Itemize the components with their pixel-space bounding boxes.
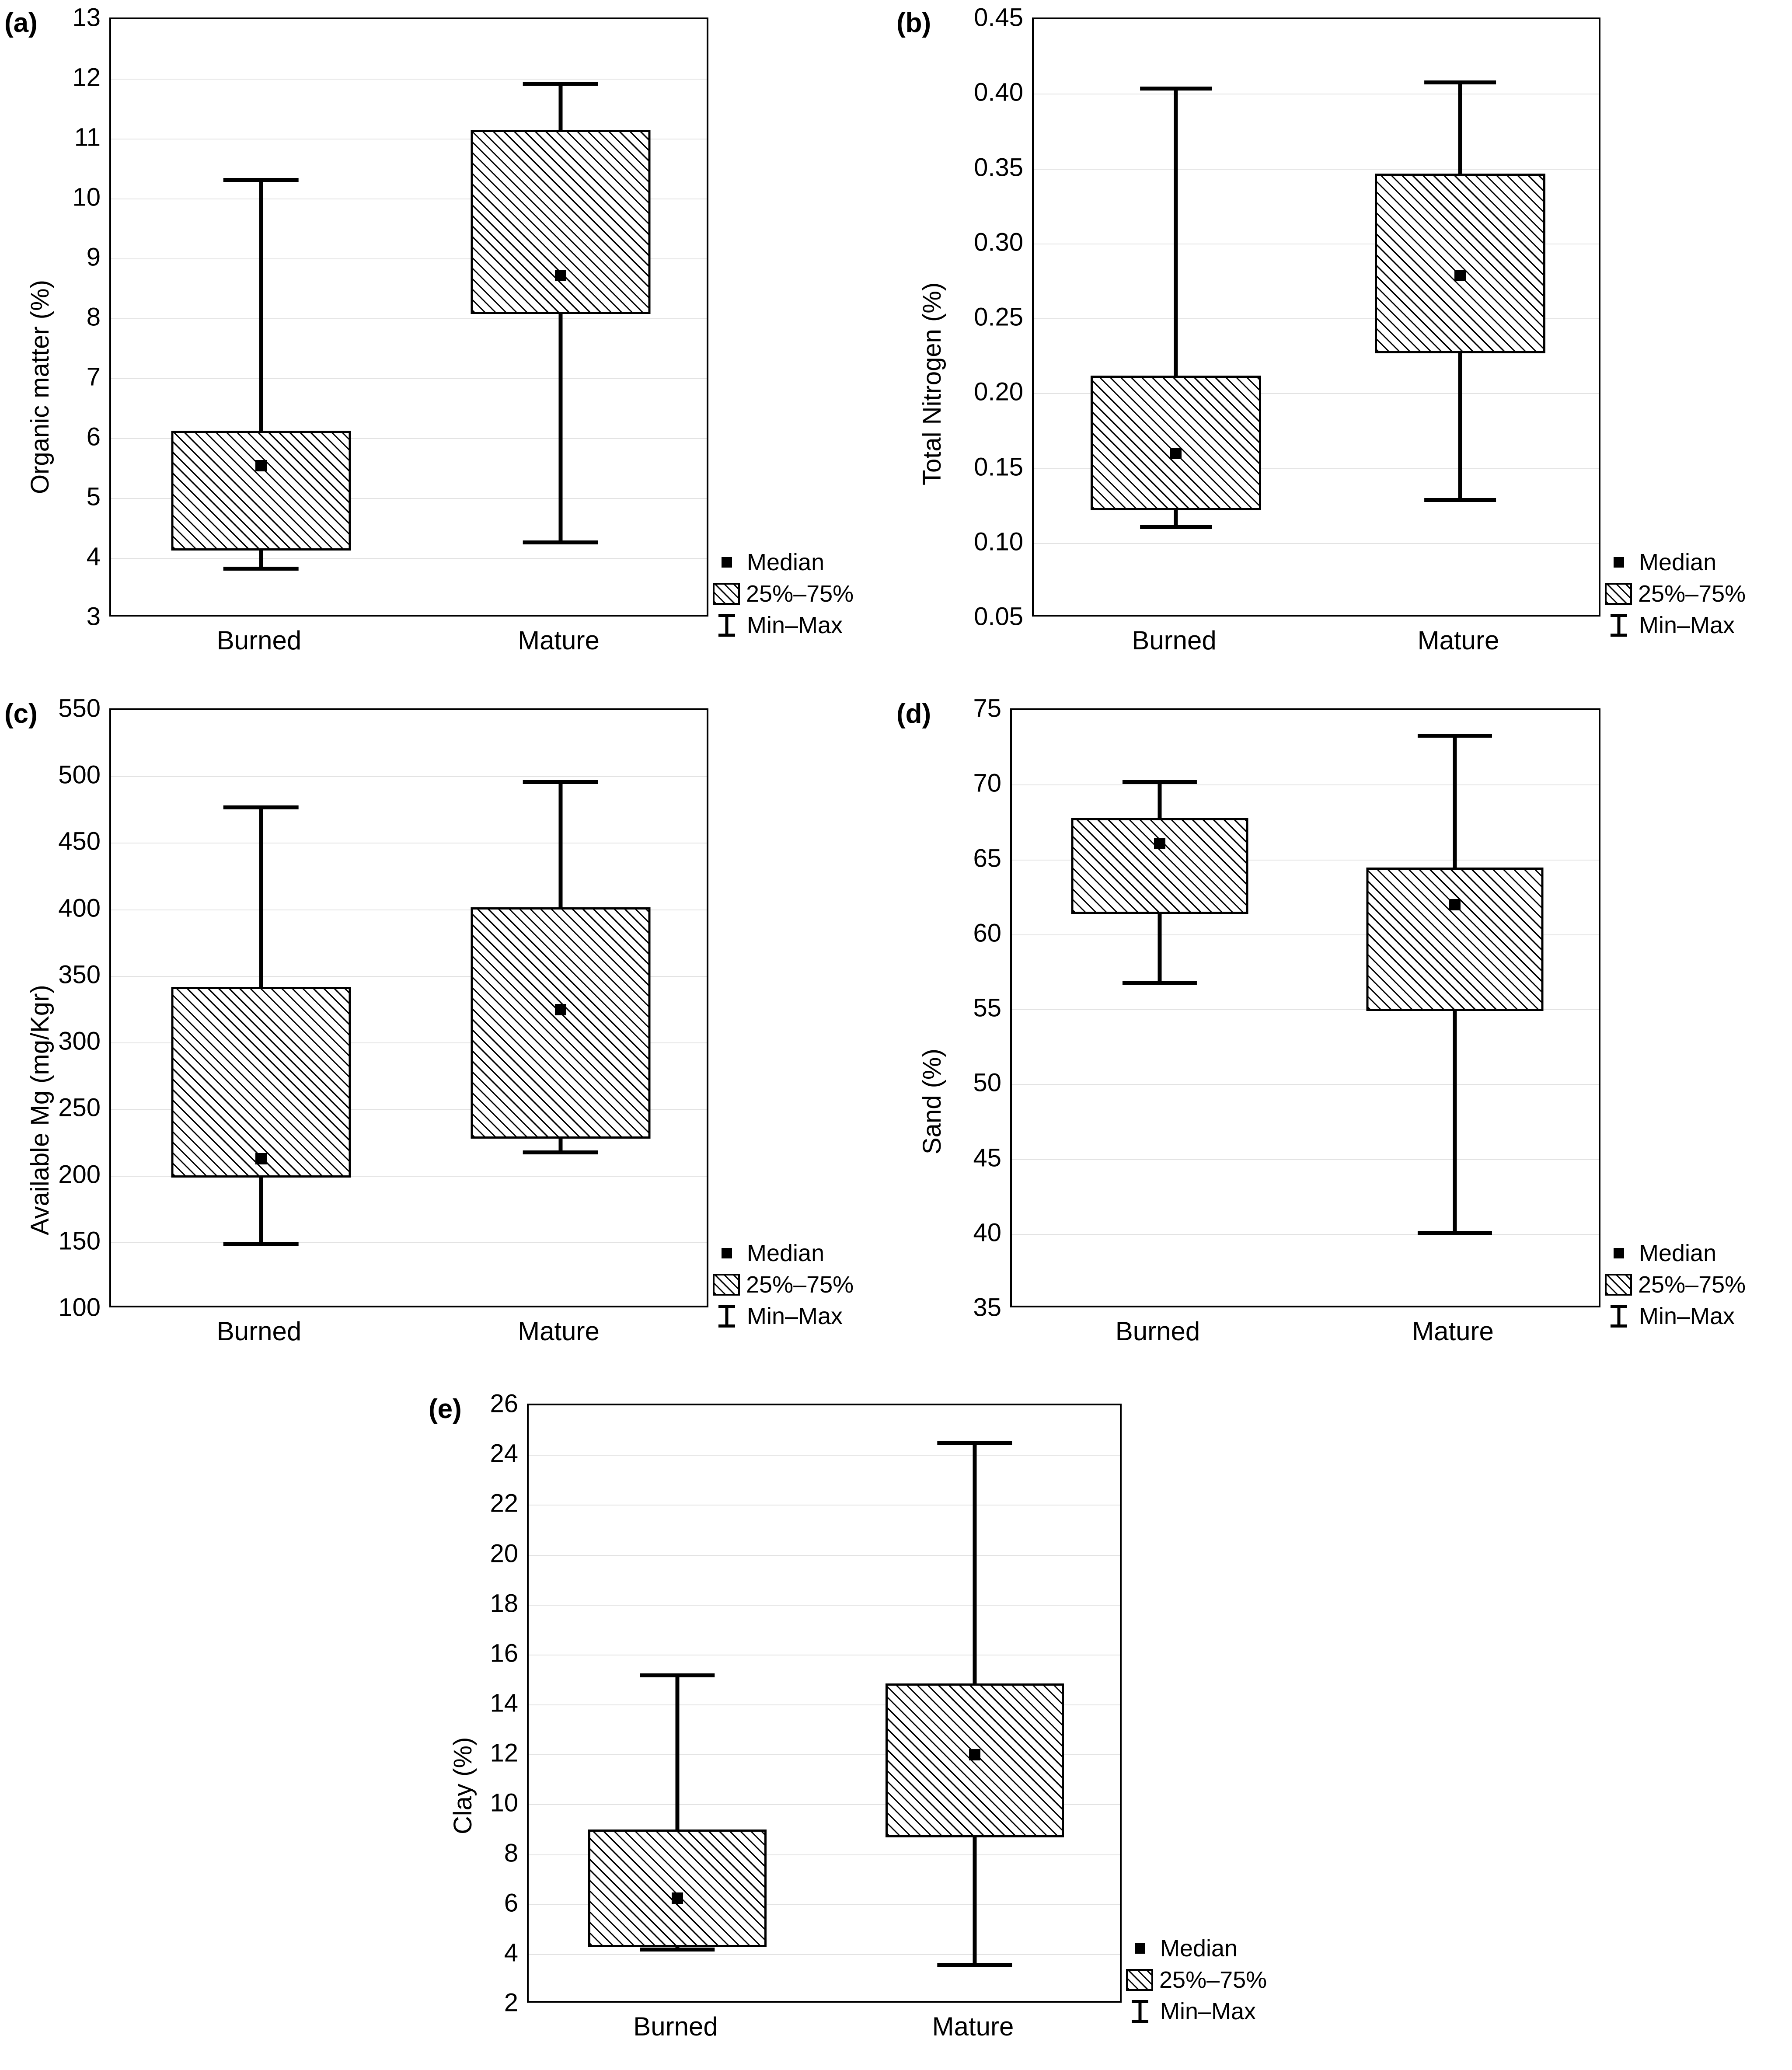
y-axis-tick-label: 6 — [86, 422, 101, 451]
panel-d-legend — [1605, 1237, 1746, 1332]
median-marker — [1170, 448, 1182, 459]
minmax-whisker-icon — [1605, 613, 1633, 638]
gridline — [111, 318, 707, 319]
x-axis-tick-label: Burned — [1115, 1317, 1200, 1346]
y-axis-tick-label: 10 — [72, 183, 101, 212]
whisker-cap-min — [1424, 498, 1496, 502]
legend-label-minmax: Min–Max — [747, 612, 843, 638]
whisker-cap-max — [640, 1673, 715, 1677]
whisker-cap-min — [223, 567, 299, 571]
y-axis-tick-label: 50 — [973, 1068, 1001, 1097]
legend-label-minmax: Min–Max — [747, 1303, 843, 1329]
legend-label-minmax: Min–Max — [1639, 612, 1735, 638]
median-marker-icon — [1126, 1936, 1154, 1961]
iqr-box — [1375, 174, 1545, 353]
y-axis-tick-label: 5 — [86, 482, 101, 511]
panel-c-plot-area — [109, 708, 708, 1307]
panel-d-tag: (d) — [896, 699, 931, 729]
legend-row-minmax — [1126, 1996, 1267, 2027]
y-axis-tick-label: 150 — [58, 1227, 101, 1255]
whisker-cap-max — [523, 780, 598, 784]
panel-e-legend — [1126, 1933, 1267, 2027]
x-axis-tick-label: Mature — [1412, 1317, 1494, 1346]
y-axis-tick-label: 20 — [490, 1539, 518, 1568]
legend-row-iqr — [713, 578, 854, 610]
x-axis-tick-label: Mature — [518, 626, 600, 655]
minmax-whisker-icon — [713, 613, 741, 638]
y-axis-tick-label: 0.30 — [974, 228, 1023, 257]
gridline — [111, 558, 707, 559]
y-axis-tick-label: 0.10 — [974, 527, 1023, 556]
gridline — [1012, 1234, 1599, 1235]
y-axis-tick-label: 45 — [973, 1143, 1001, 1172]
y-axis-tick-label: 60 — [973, 919, 1001, 948]
panel-a-legend — [713, 547, 854, 641]
iqr-swatch-icon — [1126, 1969, 1153, 1991]
panel-c — [0, 691, 879, 1373]
gridline — [529, 1555, 1120, 1556]
whisker-cap-min — [523, 1150, 598, 1154]
gridline — [529, 1605, 1120, 1606]
y-axis-tick-label: 0.20 — [974, 377, 1023, 406]
whisker-cap-max — [223, 805, 299, 809]
median-marker — [1454, 270, 1466, 281]
panel-e-plot-area — [527, 1404, 1122, 2003]
iqr-box — [1071, 818, 1248, 914]
panel-a-plot-area — [109, 17, 708, 617]
gridline — [1012, 1159, 1599, 1160]
legend-label-iqr: 25%–75% — [1159, 1967, 1267, 1993]
legend-label-median: Median — [1160, 1935, 1238, 1962]
gridline — [1012, 784, 1599, 785]
y-axis-tick-label: 200 — [58, 1160, 101, 1189]
panel-d — [892, 691, 1771, 1373]
y-axis-tick-label: 2 — [504, 1988, 518, 2017]
iqr-swatch-icon — [713, 1274, 740, 1296]
y-axis-tick-label: 4 — [504, 1938, 518, 1967]
legend-label-minmax: Min–Max — [1639, 1303, 1735, 1329]
x-axis-tick-label: Mature — [518, 1317, 600, 1346]
panel-c-tag: (c) — [4, 699, 38, 729]
y-axis-tick-label: 300 — [58, 1027, 101, 1056]
legend-row-iqr — [1605, 578, 1746, 610]
y-axis-tick-label: 65 — [973, 844, 1001, 872]
legend-label-median: Median — [1639, 1240, 1717, 1266]
panel-b — [892, 0, 1771, 682]
y-axis-tick-label: 12 — [72, 63, 101, 92]
iqr-box — [171, 431, 351, 551]
y-axis-tick-label: 8 — [504, 1839, 518, 1867]
y-axis-tick-label: 0.15 — [974, 453, 1023, 481]
panel-b-plot-area — [1032, 17, 1600, 617]
panel-d-ylabel: Sand (%) — [918, 1049, 946, 1154]
gridline — [111, 378, 707, 379]
whisker-cap-max — [1140, 87, 1212, 91]
iqr-swatch-icon — [1605, 583, 1632, 605]
y-axis-tick-label: 14 — [490, 1689, 518, 1718]
iqr-box — [171, 987, 351, 1177]
x-axis-tick-label: Burned — [216, 626, 302, 655]
y-axis-tick-label: 0.05 — [974, 602, 1023, 631]
y-axis-tick-label: 11 — [74, 123, 101, 152]
iqr-swatch-icon — [713, 583, 740, 605]
legend-row-minmax — [1605, 610, 1746, 641]
legend-row-median — [713, 1237, 854, 1269]
y-axis-tick-label: 3 — [86, 602, 101, 631]
legend-row-minmax — [713, 610, 854, 641]
x-axis-tick-label: Mature — [932, 2012, 1014, 2041]
median-marker-icon — [1605, 550, 1633, 575]
y-axis-tick-label: 100 — [58, 1293, 101, 1322]
whisker-cap-max — [937, 1441, 1012, 1445]
y-axis-tick-label: 9 — [86, 243, 101, 272]
legend-label-iqr: 25%–75% — [1638, 1272, 1746, 1298]
x-axis-tick-label: Mature — [1417, 626, 1499, 655]
minmax-whisker-icon — [1605, 1304, 1633, 1328]
gridline — [111, 776, 707, 777]
panel-d-plot-area — [1010, 708, 1600, 1307]
x-axis-tick-label: Burned — [633, 2012, 718, 2041]
median-marker-icon — [713, 550, 741, 575]
legend-row-median — [1605, 547, 1746, 578]
panel-e — [415, 1386, 1334, 2068]
y-axis-tick-label: 24 — [490, 1439, 518, 1468]
iqr-box — [471, 130, 650, 314]
gridline — [111, 79, 707, 80]
gridline — [1034, 169, 1599, 170]
panel-e-tag: (e) — [429, 1394, 462, 1424]
y-axis-tick-label: 4 — [86, 542, 101, 571]
gridline — [111, 1242, 707, 1243]
whisker-cap-max — [523, 82, 598, 86]
panel-b-ylabel: Total Nitrogen (%) — [918, 282, 946, 485]
y-axis-tick-label: 22 — [490, 1489, 518, 1518]
y-axis-tick-label: 35 — [973, 1293, 1001, 1322]
panel-a-tag: (a) — [4, 8, 38, 38]
gridline — [529, 1954, 1120, 1955]
legend-label-iqr: 25%–75% — [746, 581, 854, 607]
whisker-cap-max — [223, 178, 299, 182]
x-axis-tick-label: Burned — [216, 1317, 302, 1346]
y-axis-tick-label: 16 — [490, 1639, 518, 1668]
legend-row-iqr — [713, 1269, 854, 1300]
whisker-cap-min — [1122, 981, 1196, 985]
panel-a-ylabel: Organic matter (%) — [26, 280, 54, 494]
whisker-cap-max — [1424, 80, 1496, 84]
median-marker — [1449, 899, 1461, 910]
y-axis-tick-label: 70 — [973, 769, 1001, 798]
y-axis-tick-label: 0.45 — [974, 3, 1023, 32]
legend-label-median: Median — [747, 1240, 825, 1266]
panel-b-tag: (b) — [896, 8, 931, 38]
legend-label-minmax: Min–Max — [1160, 1998, 1256, 2025]
y-axis-tick-label: 400 — [58, 894, 101, 923]
median-marker-icon — [1605, 1241, 1633, 1265]
legend-label-iqr: 25%–75% — [1638, 581, 1746, 607]
whisker-cap-max — [1122, 780, 1196, 784]
panel-c-legend — [713, 1237, 854, 1332]
y-axis-tick-label: 0.25 — [974, 303, 1023, 331]
legend-label-iqr: 25%–75% — [746, 1272, 854, 1298]
y-axis-tick-label: 18 — [490, 1589, 518, 1618]
median-marker — [1154, 838, 1165, 849]
y-axis-tick-label: 7 — [86, 362, 101, 391]
gridline — [1012, 1084, 1599, 1085]
whisker-cap-min — [223, 1242, 299, 1246]
panel-c-ylabel: Available Mg (mg/Kgr) — [26, 985, 54, 1235]
median-marker — [555, 1004, 566, 1015]
y-axis-tick-label: 350 — [58, 960, 101, 989]
median-marker — [255, 1153, 267, 1164]
y-axis-tick-label: 250 — [58, 1093, 101, 1122]
iqr-box — [471, 907, 650, 1139]
y-axis-tick-label: 55 — [973, 993, 1001, 1022]
legend-row-median — [1605, 1237, 1746, 1269]
gridline — [529, 1455, 1120, 1456]
y-axis-tick-label: 0.35 — [974, 153, 1023, 181]
legend-row-median — [713, 547, 854, 578]
legend-label-median: Median — [1639, 549, 1717, 575]
whisker-cap-min — [937, 1963, 1012, 1967]
whisker-cap-max — [1417, 734, 1492, 738]
minmax-whisker-icon — [1126, 1999, 1154, 2024]
y-axis-tick-label: 75 — [973, 694, 1001, 723]
panel-e-ylabel: Clay (%) — [449, 1737, 477, 1834]
y-axis-tick-label: 0.40 — [974, 78, 1023, 107]
panel-b-legend — [1605, 547, 1746, 641]
median-marker — [555, 270, 566, 281]
y-axis-tick-label: 40 — [973, 1218, 1001, 1247]
y-axis-tick-label: 26 — [490, 1389, 518, 1418]
median-marker — [969, 1749, 980, 1760]
y-axis-tick-label: 8 — [86, 303, 101, 331]
iqr-box — [1091, 376, 1261, 510]
iqr-box — [588, 1830, 767, 1947]
y-axis-tick-label: 10 — [490, 1788, 518, 1817]
iqr-box — [1366, 868, 1543, 1011]
legend-row-minmax — [1605, 1300, 1746, 1332]
y-axis-tick-label: 500 — [58, 760, 101, 789]
minmax-whisker-icon — [713, 1304, 741, 1328]
y-axis-tick-label: 6 — [504, 1889, 518, 1917]
whisker-cap-min — [1140, 525, 1212, 529]
iqr-swatch-icon — [1605, 1274, 1632, 1296]
y-axis-tick-label: 550 — [58, 694, 101, 723]
x-axis-tick-label: Burned — [1132, 626, 1217, 655]
legend-row-iqr — [1605, 1269, 1746, 1300]
panel-a — [0, 0, 879, 682]
gridline — [1034, 543, 1599, 544]
legend-row-median — [1126, 1933, 1267, 1964]
median-marker-icon — [713, 1241, 741, 1265]
median-marker — [672, 1892, 683, 1904]
y-axis-tick-label: 450 — [58, 827, 101, 856]
legend-row-minmax — [713, 1300, 854, 1332]
y-axis-tick-label: 13 — [72, 3, 101, 32]
whisker-cap-min — [640, 1948, 715, 1952]
whisker-cap-min — [1417, 1231, 1492, 1235]
y-axis-tick-label: 12 — [490, 1739, 518, 1767]
legend-row-iqr — [1126, 1964, 1267, 1996]
legend-label-median: Median — [747, 549, 825, 575]
whisker-cap-min — [523, 540, 598, 544]
median-marker — [255, 460, 267, 471]
